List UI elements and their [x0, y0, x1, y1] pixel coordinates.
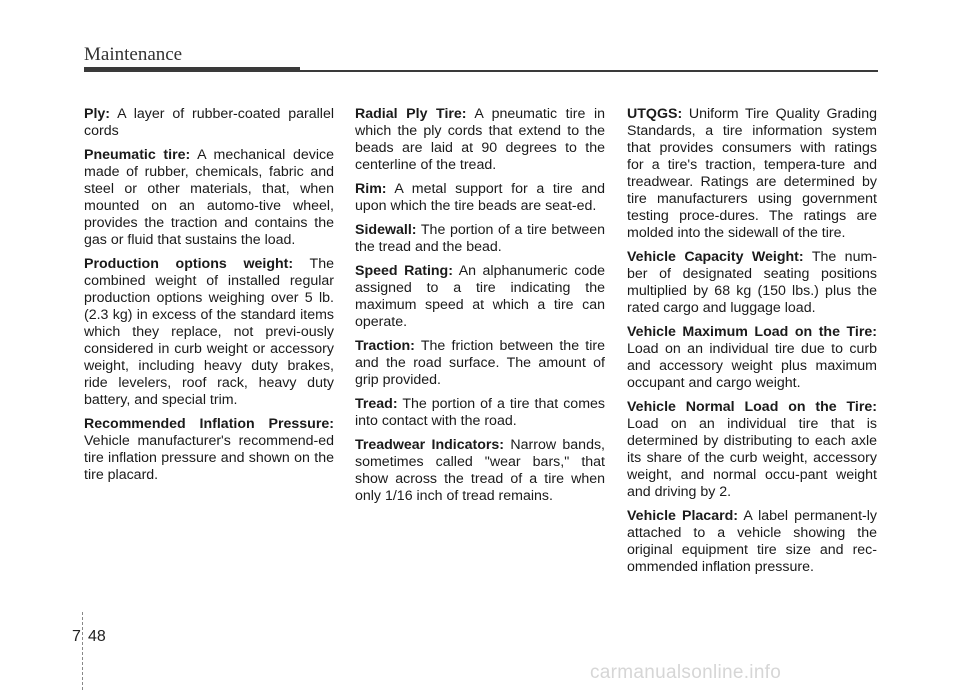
column-1: [84, 106, 334, 491]
glossary-entry-recommended-inflation-pressure: [84, 416, 334, 484]
header-rule-thick: [84, 67, 300, 72]
glossary-entry-ply: [84, 106, 334, 140]
entry-definition: A pneumatic tire in which the ply cords that extend to the beads are laid at 90 degrees to the centerline of the tread.: [355, 106, 605, 173]
entry-definition: The portion of a tire between the tread and the bead.: [355, 222, 605, 255]
glossary-entry-radial-ply-tire: [355, 106, 605, 174]
glossary-entry-tread: [355, 396, 605, 430]
entry-term: UTQGS:: [627, 106, 683, 122]
entry-definition: An alphanumeric code assigned to a tire indicating the maximum speed at which a tire can operate.: [355, 263, 605, 330]
entry-term: Vehicle Normal Load on the Tire:: [627, 399, 877, 415]
chapter-number: 7: [72, 628, 81, 645]
glossary-entry-traction: [355, 338, 605, 389]
entry-definition: A label permanent-ly attached to a vehicle showing the original equipment tire size and rec-ommended inflation pressure.: [627, 508, 877, 575]
entry-definition: Load on an individual tire due to curb and accessory weight plus maximum occupant and cargo weight.: [627, 341, 877, 391]
entry-definition: A metal support for a tire and upon which the tire beads are seat-ed.: [355, 181, 605, 214]
entry-term: Pneumatic tire:: [84, 147, 191, 163]
glossary-entry-pneumatic-tire: [84, 147, 334, 249]
entry-term: Rim:: [355, 181, 387, 197]
entry-definition: A layer of rubber-coated parallel cords: [84, 106, 334, 139]
entry-definition: The num-ber of designated seating positions multiplied by 68 kg (150 lbs.) plus the rated cargo and luggage load.: [627, 249, 878, 316]
glossary-entry-treadwear-indicators: [355, 437, 605, 505]
entry-term: Treadwear Indicators:: [355, 437, 505, 453]
entry-term: Vehicle Maximum Load on the Tire:: [627, 324, 877, 340]
entry-definition: Uniform Tire Quality Grading Standards, a tire information system that provides consumers with ratings for a tire's traction, tempera-ture and treadwear. Ratings are determined by tire manufacturers using government testing proce-dures. The ratings are molded into the sidewall of the tire.: [627, 106, 877, 241]
entry-definition: Vehicle manufacturer's recommend-ed tire inflation pressure and shown on the tire placard.: [84, 433, 334, 483]
glossary-entry-speed-rating: [355, 263, 605, 331]
entry-term: Recommended Inflation Pressure:: [84, 416, 334, 432]
entry-term: Production options weight:: [84, 256, 294, 272]
column-2: [355, 106, 605, 512]
entry-definition: The combined weight of installed regular production options weighing over 5 lb.(2.3 kg) in excess of the standard items which they replace, not previ-ously considered in curb weight or accessory weight, including heavy duty brakes, ride levelers, roof rack, heavy duty battery, and special trim.: [84, 256, 334, 408]
entry-term: Vehicle Placard:: [627, 508, 738, 524]
glossary-entry-utqgs: [627, 106, 877, 242]
page-title: Maintenance: [84, 44, 183, 65]
glossary-entry-vehicle-maximum-load: [627, 324, 877, 392]
entry-term: Tread:: [355, 396, 398, 412]
glossary-entry-rim: [355, 181, 605, 215]
entry-term: Radial Ply Tire:: [355, 106, 467, 122]
entry-definition: The friction between the tire and the road surface. The amount of grip provided.: [355, 338, 605, 388]
entry-term: Vehicle Capacity Weight:: [627, 249, 804, 265]
entry-definition: Load on an individual tire that is determined by distributing to each axle its share of the curb weight, accessory weight, and normal occu-pant weight and driving by 2.: [627, 416, 877, 500]
entry-definition: Narrow bands, sometimes called "wear bars," that show across the tread of a tire when only 1/16 inch of tread remains.: [355, 437, 605, 504]
glossary-entry-vehicle-capacity-weight: [627, 249, 877, 317]
page-number: 48: [88, 628, 106, 645]
entry-definition: A mechanical device made of rubber, chemicals, fabric and steel or other materials, that, when mounted on an automo-tive wheel, provides the traction and contains the gas or fluid that sustains the load.: [84, 147, 334, 248]
glossary-entry-vehicle-normal-load: [627, 399, 877, 501]
glossary-entry-sidewall: [355, 222, 605, 256]
header-rule-thin: [300, 70, 878, 72]
watermark: carmanualsonline.info: [590, 662, 782, 683]
footer-divider: [82, 612, 83, 690]
entry-term: Sidewall:: [355, 222, 417, 238]
entry-term: Ply:: [84, 106, 111, 122]
entry-term: Speed Rating:: [355, 263, 453, 279]
entry-term: Traction:: [355, 338, 415, 354]
entry-definition: The portion of a tire that comes into contact with the road.: [355, 396, 605, 429]
column-3: [627, 106, 877, 583]
glossary-entry-vehicle-placard: [627, 508, 877, 576]
glossary-entry-production-options-weight: [84, 256, 334, 409]
